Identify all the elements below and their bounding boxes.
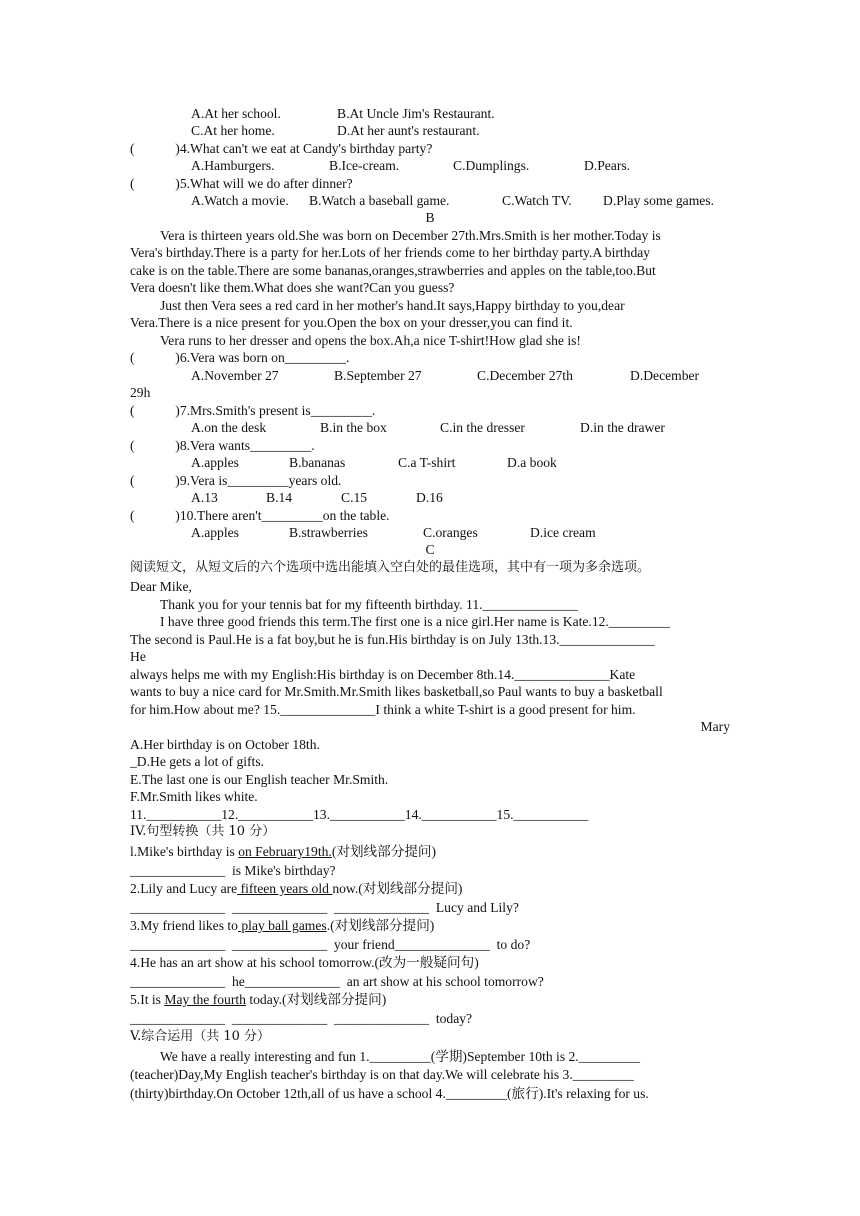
question-10 [130, 507, 390, 524]
letter-line [130, 701, 636, 718]
q9-option-d: D.16 [416, 490, 443, 505]
item-text: l.Mike's birthday is [130, 844, 239, 859]
answer-blank[interactable]: _________ [250, 438, 312, 453]
letter-text: for him.How about me? 15. [130, 702, 281, 717]
q9-option-c: C.15 [341, 490, 368, 505]
q5-option-c: C.Watch TV. [502, 193, 572, 208]
q10-option-c: C.oranges [423, 525, 478, 540]
letter-signature: Mary [700, 719, 730, 734]
q5-option-b: B.Watch a baseball game. [309, 193, 450, 208]
q8-option-a: A.apples [191, 455, 239, 470]
passage-b-line: Vera's birthday.There is a party for her.Lots of her friends come to her birthday party.A birthday [130, 245, 651, 260]
answer-blank[interactable]: _________ [608, 614, 670, 629]
transform-answer-4[interactable]: ______________ he______________ an art show at his school tomorrow? [130, 974, 544, 989]
passage-b-line: Vera.There is a nice present for you.Open the box on your dresser,you can find it. [130, 315, 573, 330]
q6-option-a: A.November 27 [191, 368, 279, 383]
letter-text: I think a white T-shirt is a good present for him. [375, 702, 636, 717]
question-5: ( )5.What will we do after dinner? [130, 176, 353, 191]
answer-blank[interactable]: _________ [261, 508, 323, 523]
letter-line [160, 596, 578, 613]
q5-option-a: A.Watch a movie. [191, 193, 289, 208]
answer-blank[interactable]: _________ [227, 473, 289, 488]
question-text: ( )7.Mrs.Smith's present is [130, 403, 311, 418]
q7-option-a: A.on the desk [191, 420, 267, 435]
underlined-part: play ball games [237, 918, 327, 933]
q4-option-c: C.Dumplings. [453, 158, 530, 173]
letter-line [130, 666, 635, 683]
cloze-line: (teacher)Day,My English teacher's birthday is on that day.We will celebrate his 3._________ [130, 1067, 634, 1082]
q4-option-a: A.Hamburgers. [191, 158, 275, 173]
transform-item-2 [130, 880, 462, 897]
question-text: . [371, 403, 376, 418]
choice-e: E.The last one is our English teacher Mr.Smith. [130, 772, 389, 787]
question-8 [130, 437, 315, 454]
transform-item-1 [130, 843, 436, 860]
item-text: 3.My friend likes to [130, 918, 238, 933]
q5-option-d: D.Play some games. [603, 193, 715, 208]
letter-line: He [130, 649, 146, 664]
transform-item-5 [130, 991, 386, 1008]
question-text: . [311, 438, 315, 453]
letter-line: wants to buy a nice card for Mr.Smith.Mr.Smith likes basketball,so Paul wants to buy a basketball [130, 684, 663, 699]
q8-option-b: B.bananas [289, 455, 346, 470]
letter-text: Kate [609, 667, 636, 682]
question-text: ( )6.Vera was born on [130, 350, 285, 365]
q10-option-d: D.ice cream [530, 525, 596, 540]
passage-b-line: Vera is thirteen years old.She was born on December 27th.Mrs.Smith is her mother.Today is [160, 228, 661, 243]
q4-option-d: D.Pears. [584, 158, 631, 173]
q8-option-c: C.a T-shirt [398, 455, 456, 470]
transform-item-3 [130, 917, 434, 934]
cloze-line: (thirty)birthday.On October 12th,all of us have a school 4._________(旅行).It's relaxing for us. [130, 1086, 649, 1101]
transform-answer-3[interactable]: ______________ ______________ your friend______________ to do? [130, 937, 531, 952]
question-text: ( )10.There aren't [130, 508, 262, 523]
item-instruction: .(对划线部分提问) [326, 918, 435, 933]
q6-option-c: C.December 27th [477, 368, 573, 383]
underlined-part: fifteen years old [237, 881, 333, 896]
transform-answer-2[interactable]: ______________ ______________ ______________ Lucy and Lily? [130, 900, 519, 915]
passage-b-line: cake is on the table.There are some bananas,oranges,strawberries and apples on the table,too.But [130, 263, 656, 278]
item-instruction: today.(对划线部分提问) [245, 992, 387, 1007]
letter-text: I have three good friends this term.The first one is a nice girl.Her name is Kate.12. [160, 614, 609, 629]
item-instruction: now.(对划线部分提问) [332, 881, 463, 896]
q7-option-d: D.in the drawer [580, 420, 665, 435]
q3-option-c: C.At her home. [191, 123, 275, 138]
question-text: on the table. [322, 508, 390, 523]
q6-option-d: D.December [630, 368, 700, 383]
letter-text: The second is Paul.He is a fat boy,but he is fun.His birthday is on July 13th.13. [130, 632, 560, 647]
question-4: ( )4.What can't we eat at Candy's birthday party? [130, 141, 433, 156]
letter-text: Thank you for your tennis bat for my fifteenth birthday. 11. [160, 597, 483, 612]
q9-option-b: B.14 [266, 490, 293, 505]
q3-option-b: B.At Uncle Jim's Restaurant. [337, 106, 495, 121]
question-text: ( )8.Vera wants [130, 438, 251, 453]
passage-b-line: Vera runs to her dresser and opens the box.Ah,a nice T-shirt!How glad she is! [160, 333, 581, 348]
q7-option-b: B.in the box [320, 420, 387, 435]
q10-option-b: B.strawberries [289, 525, 368, 540]
item-instruction: (对划线部分提问) [331, 844, 437, 859]
transform-item-4: 4.He has an art show at his school tomorrow.(改为一般疑问句) [130, 955, 479, 970]
question-7 [130, 402, 375, 419]
letter-line [130, 631, 655, 648]
section-c-instruction: 阅读短文，从短文后的六个选项中选出能填入空白处的最佳选项，其中有一项为多余选项。 [130, 560, 651, 575]
q6-option-b: B.September 27 [334, 368, 422, 383]
letter-salutation: Dear Mike, [130, 579, 192, 594]
passage-b-line: Vera doesn't like them.What does she want?Can you guess? [130, 280, 455, 295]
q4-option-b: B.Ice-cream. [329, 158, 400, 173]
answer-blank[interactable]: ______________ [482, 597, 578, 612]
question-6 [130, 349, 349, 366]
underlined-part: May the fourth [164, 992, 246, 1007]
item-text: 5.It is [130, 992, 165, 1007]
passage-b-line: Just then Vera sees a red card in her mother's hand.It says,Happy birthday to you,dear [160, 298, 625, 313]
question-text: . [345, 350, 350, 365]
answer-blank[interactable]: ______________ [280, 702, 376, 717]
q3-option-a: A.At her school. [191, 106, 281, 121]
underlined-part: on February19th. [238, 844, 332, 859]
question-9 [130, 472, 341, 489]
cloze-line: We have a really interesting and fun 1._________(学期)September 10th is 2._________ [160, 1049, 640, 1064]
choice-d: _D.He gets a lot of gifts. [130, 754, 265, 769]
q10-option-a: A.apples [191, 525, 239, 540]
answer-blank[interactable]: _________ [310, 403, 372, 418]
q8-option-d: D.a book [507, 455, 557, 470]
answer-blank[interactable]: ______________ [559, 632, 655, 647]
answer-blank[interactable]: ______________ [514, 667, 610, 682]
answer-line[interactable]: 11.___________12.___________13.___________14.___________15.___________ [130, 807, 589, 822]
question-text: ( )9.Vera is [130, 473, 228, 488]
choice-f: F.Mr.Smith likes white. [130, 789, 258, 804]
section-b-heading: B [425, 210, 435, 225]
q3-option-d: D.At her aunt's restaurant. [337, 123, 480, 138]
q9-option-a: A.13 [191, 490, 218, 505]
section-iv-heading: IV.句型转换（共 10 分） [130, 824, 276, 839]
section-c-heading: C [425, 542, 435, 557]
item-text: 2.Lily and Lucy are [130, 881, 238, 896]
transform-answer-1[interactable]: ______________ is Mike's birthday? [130, 863, 336, 878]
transform-answer-5[interactable]: ______________ ______________ ______________ today? [130, 1011, 473, 1026]
q6-option-d-wrap: 29h [130, 385, 151, 400]
section-v-heading: V.综合运用（共 10 分） [130, 1029, 271, 1044]
q7-option-c: C.in the dresser [440, 420, 525, 435]
answer-blank[interactable]: _________ [284, 350, 346, 365]
question-text: years old. [288, 473, 342, 488]
letter-text: always helps me with my English:His birthday is on December 8th.14. [130, 667, 515, 682]
choice-a: A.Her birthday is on October 18th. [130, 737, 320, 752]
letter-line [160, 613, 670, 630]
